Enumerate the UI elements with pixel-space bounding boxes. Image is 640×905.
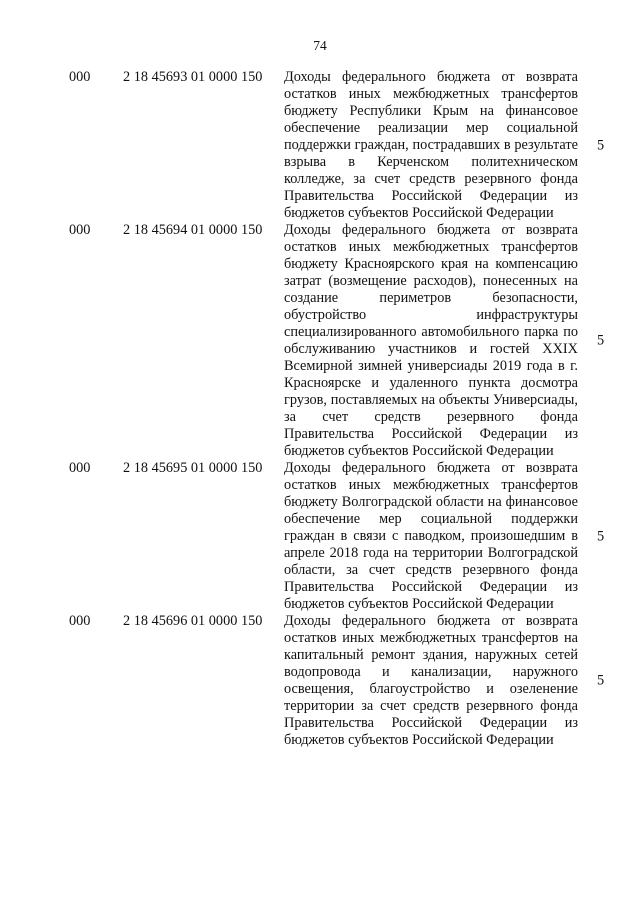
admin-code: 000 [69, 613, 91, 629]
budget-classification-code: 2 18 45696 01 0000 150 [123, 613, 263, 629]
revenue-description: Доходы федерального бюджета от возврата остатков иных межбюджетных трансфертов бюджету Красноярского края на компенсацию затрат (возмещение расходов), понесенных на создание периметров безопасности, обустройство инфраструктуры специализированного автомобильного парка по обслуживанию участников и гостей XXIX Всемирной зимней универсиады 2019 года в г. Красноярске и удаленного пункта досмотра грузов, поставляемых на объекты Универсиады, за счет средств резервного фонда Правительства Российской Федерации из бюджетов субъектов Российской Федерации [284, 222, 578, 459]
table-row [0, 222, 640, 460]
table-row [0, 69, 640, 222]
admin-code: 000 [69, 69, 91, 85]
rate-value: 5 [597, 672, 605, 689]
budget-classification-code: 2 18 45693 01 0000 150 [123, 69, 263, 85]
admin-code: 000 [69, 222, 91, 238]
rate-value: 5 [597, 528, 605, 544]
rate-value: 5 [597, 137, 605, 153]
admin-code: 000 [69, 460, 91, 476]
page-number: 74 [313, 38, 327, 53]
revenue-description: Доходы федерального бюджета от возврата остатков иных межбюджетных трансфертов бюджету Республики Крым на финансовое обеспечение реализации мер социальной поддержки граждан, пострадавших в результате взрыва в Керченском политехническом колледже, за счет средств резервного фонда Правительства Российской Федерации из бюджетов субъектов Российской Федерации [284, 69, 578, 221]
revenue-description: Доходы федерального бюджета от возврата остатков иных межбюджетных трансфертов на капитальный ремонт здания, наружных сетей водопровода и канализации, наружного освещения, благоустройство и озеленение территории за счет средств резервного фонда Правительства Российской Федерации из бюджетов субъектов Российской Федерации [284, 613, 578, 748]
table-row [0, 460, 640, 613]
rate-value: 5 [597, 332, 605, 349]
revenue-description: Доходы федерального бюджета от возврата остатков иных межбюджетных трансфертов бюджету Волгоградской области на финансовое обеспечение мер социальной поддержки граждан в связи с паводком, произошедшим в апреле 2018 года на территории Волгоградской области, за счет средств резервного фонда Правительства Российской Федерации из бюджетов субъектов Российской Федерации [284, 460, 578, 612]
budget-classification-code: 2 18 45695 01 0000 150 [123, 460, 263, 476]
budget-classification-code: 2 18 45694 01 0000 150 [123, 222, 263, 238]
table-row [0, 613, 640, 749]
revenue-table [0, 69, 640, 749]
